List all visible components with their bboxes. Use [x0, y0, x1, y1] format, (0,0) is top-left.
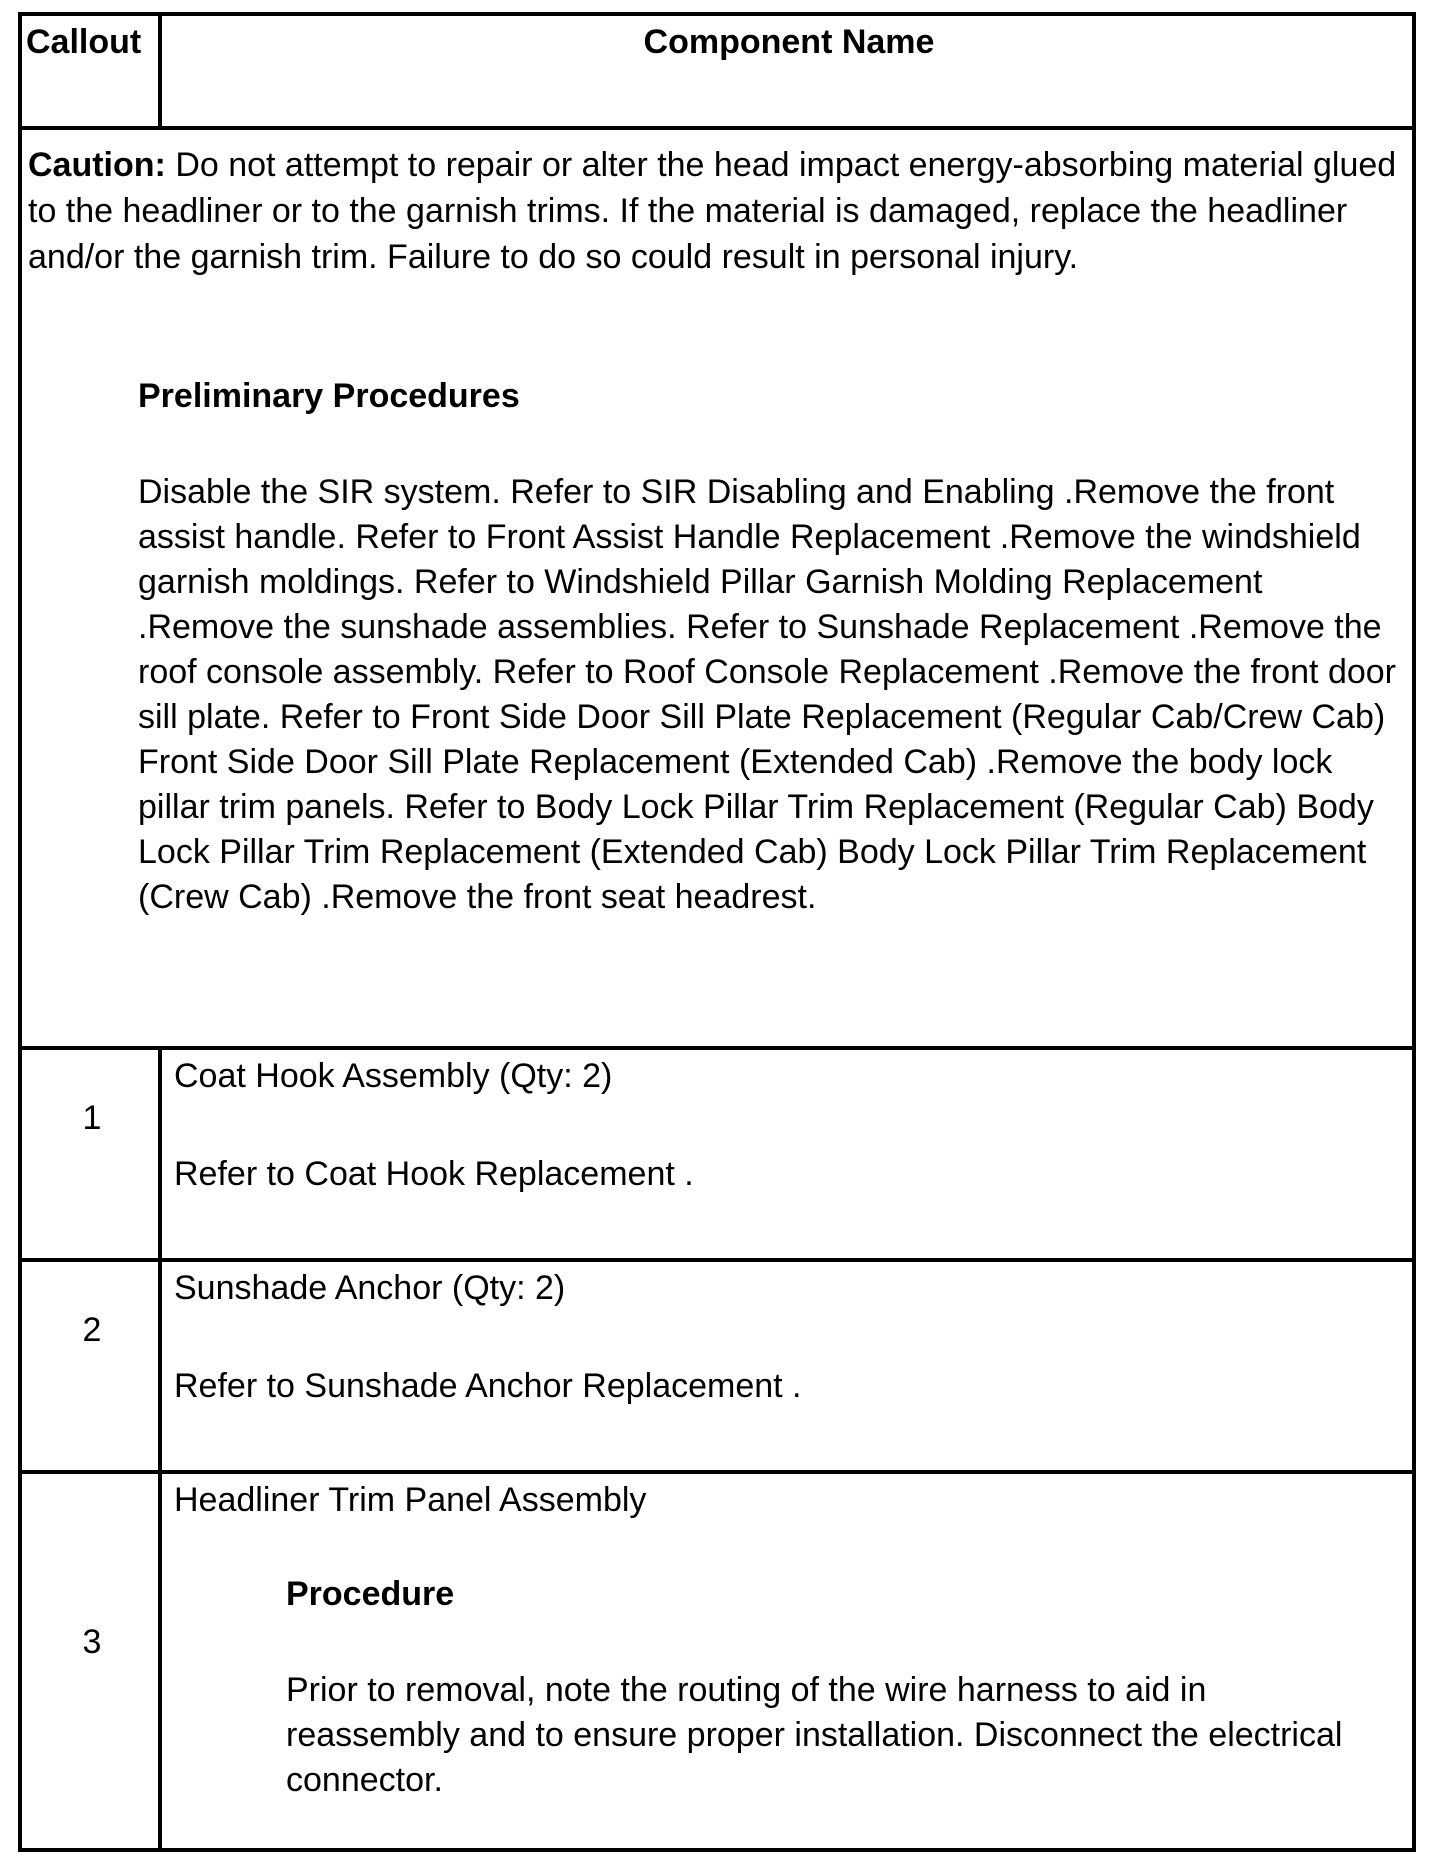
table-header-row	[22, 16, 1412, 130]
row-component-note: Refer to Coat Hook Replacement .	[174, 1155, 694, 1193]
row-component-name: Coat Hook Assembly (Qty: 2)	[174, 1057, 613, 1095]
row-component-cell	[166, 1474, 1412, 1848]
caution-text: Do not attempt to repair or alter the head impact energy-absorbing material glued to the headliner or to the garnish trims. If the material is damaged, replace the headliner and/or the garnish trim. Failure to do so could result in personal injury.	[28, 146, 1397, 276]
row-procedure	[286, 1574, 1352, 1803]
caution-block	[28, 142, 1402, 280]
preliminary-text: Disable the SIR system. Refer to SIR Disabling and Enabling .Remove the front assist handle. Refer to Front Assist Handle Replacement .Remove the windshield garnish moldings. Refer to Windshield Pillar Garnish Molding Replacement .Remove the sunshade assemblies. Refer to Sunshade Replacement .Remove the roof console assembly. Refer to Roof Console Replacement .Remove the front door sill plate. Refer to Front Side Door Sill Plate Replacement (Regular Cab/Crew Cab) Front Side Door Sill Plate Replacement (Extended Cab) .Remove the body lock pillar trim panels. Refer to Body Lock Pillar Trim Replacement (Regular Cab) Body Lock Pillar Trim Replacement (Extended Cab) Body Lock Pillar Trim Replacement (Crew Cab) .Remove the front seat headrest.	[138, 473, 1396, 916]
row-callout-cell	[22, 1050, 162, 1258]
row-callout-cell	[22, 1262, 162, 1470]
table-row	[22, 1050, 1412, 1262]
row-callout-number: 1	[82, 1099, 102, 1137]
row-component-note: Refer to Sunshade Anchor Replacement .	[174, 1367, 802, 1405]
component-table	[18, 12, 1416, 1852]
row-component-name: Sunshade Anchor (Qty: 2)	[174, 1269, 566, 1307]
row-callout-number: 2	[82, 1311, 102, 1349]
procedure-title: Procedure	[286, 1575, 455, 1613]
caution-label: Caution:	[28, 146, 166, 184]
header-component-label: Component Name	[643, 23, 935, 61]
row-component-name: Headliner Trim Panel Assembly	[174, 1481, 647, 1519]
caution-paragraph	[28, 142, 1402, 280]
table-row	[22, 1474, 1412, 1848]
preliminary-procedures	[138, 376, 1398, 920]
caution-row	[22, 130, 1412, 1050]
row-component-cell	[166, 1050, 1412, 1258]
procedure-text: Prior to removal, note the routing of the wire harness to aid in reassembly and to ensure proper installation. Disconnect the electrical connector.	[286, 1671, 1343, 1799]
header-callout-label: Callout	[26, 23, 142, 61]
row-component-cell	[166, 1262, 1412, 1470]
row-callout-cell	[22, 1474, 162, 1848]
row-callout-number: 3	[82, 1623, 102, 1661]
header-component-cell	[166, 16, 1412, 126]
table-row	[22, 1262, 1412, 1474]
header-callout-cell	[22, 16, 162, 126]
preliminary-title: Preliminary Procedures	[138, 377, 520, 415]
